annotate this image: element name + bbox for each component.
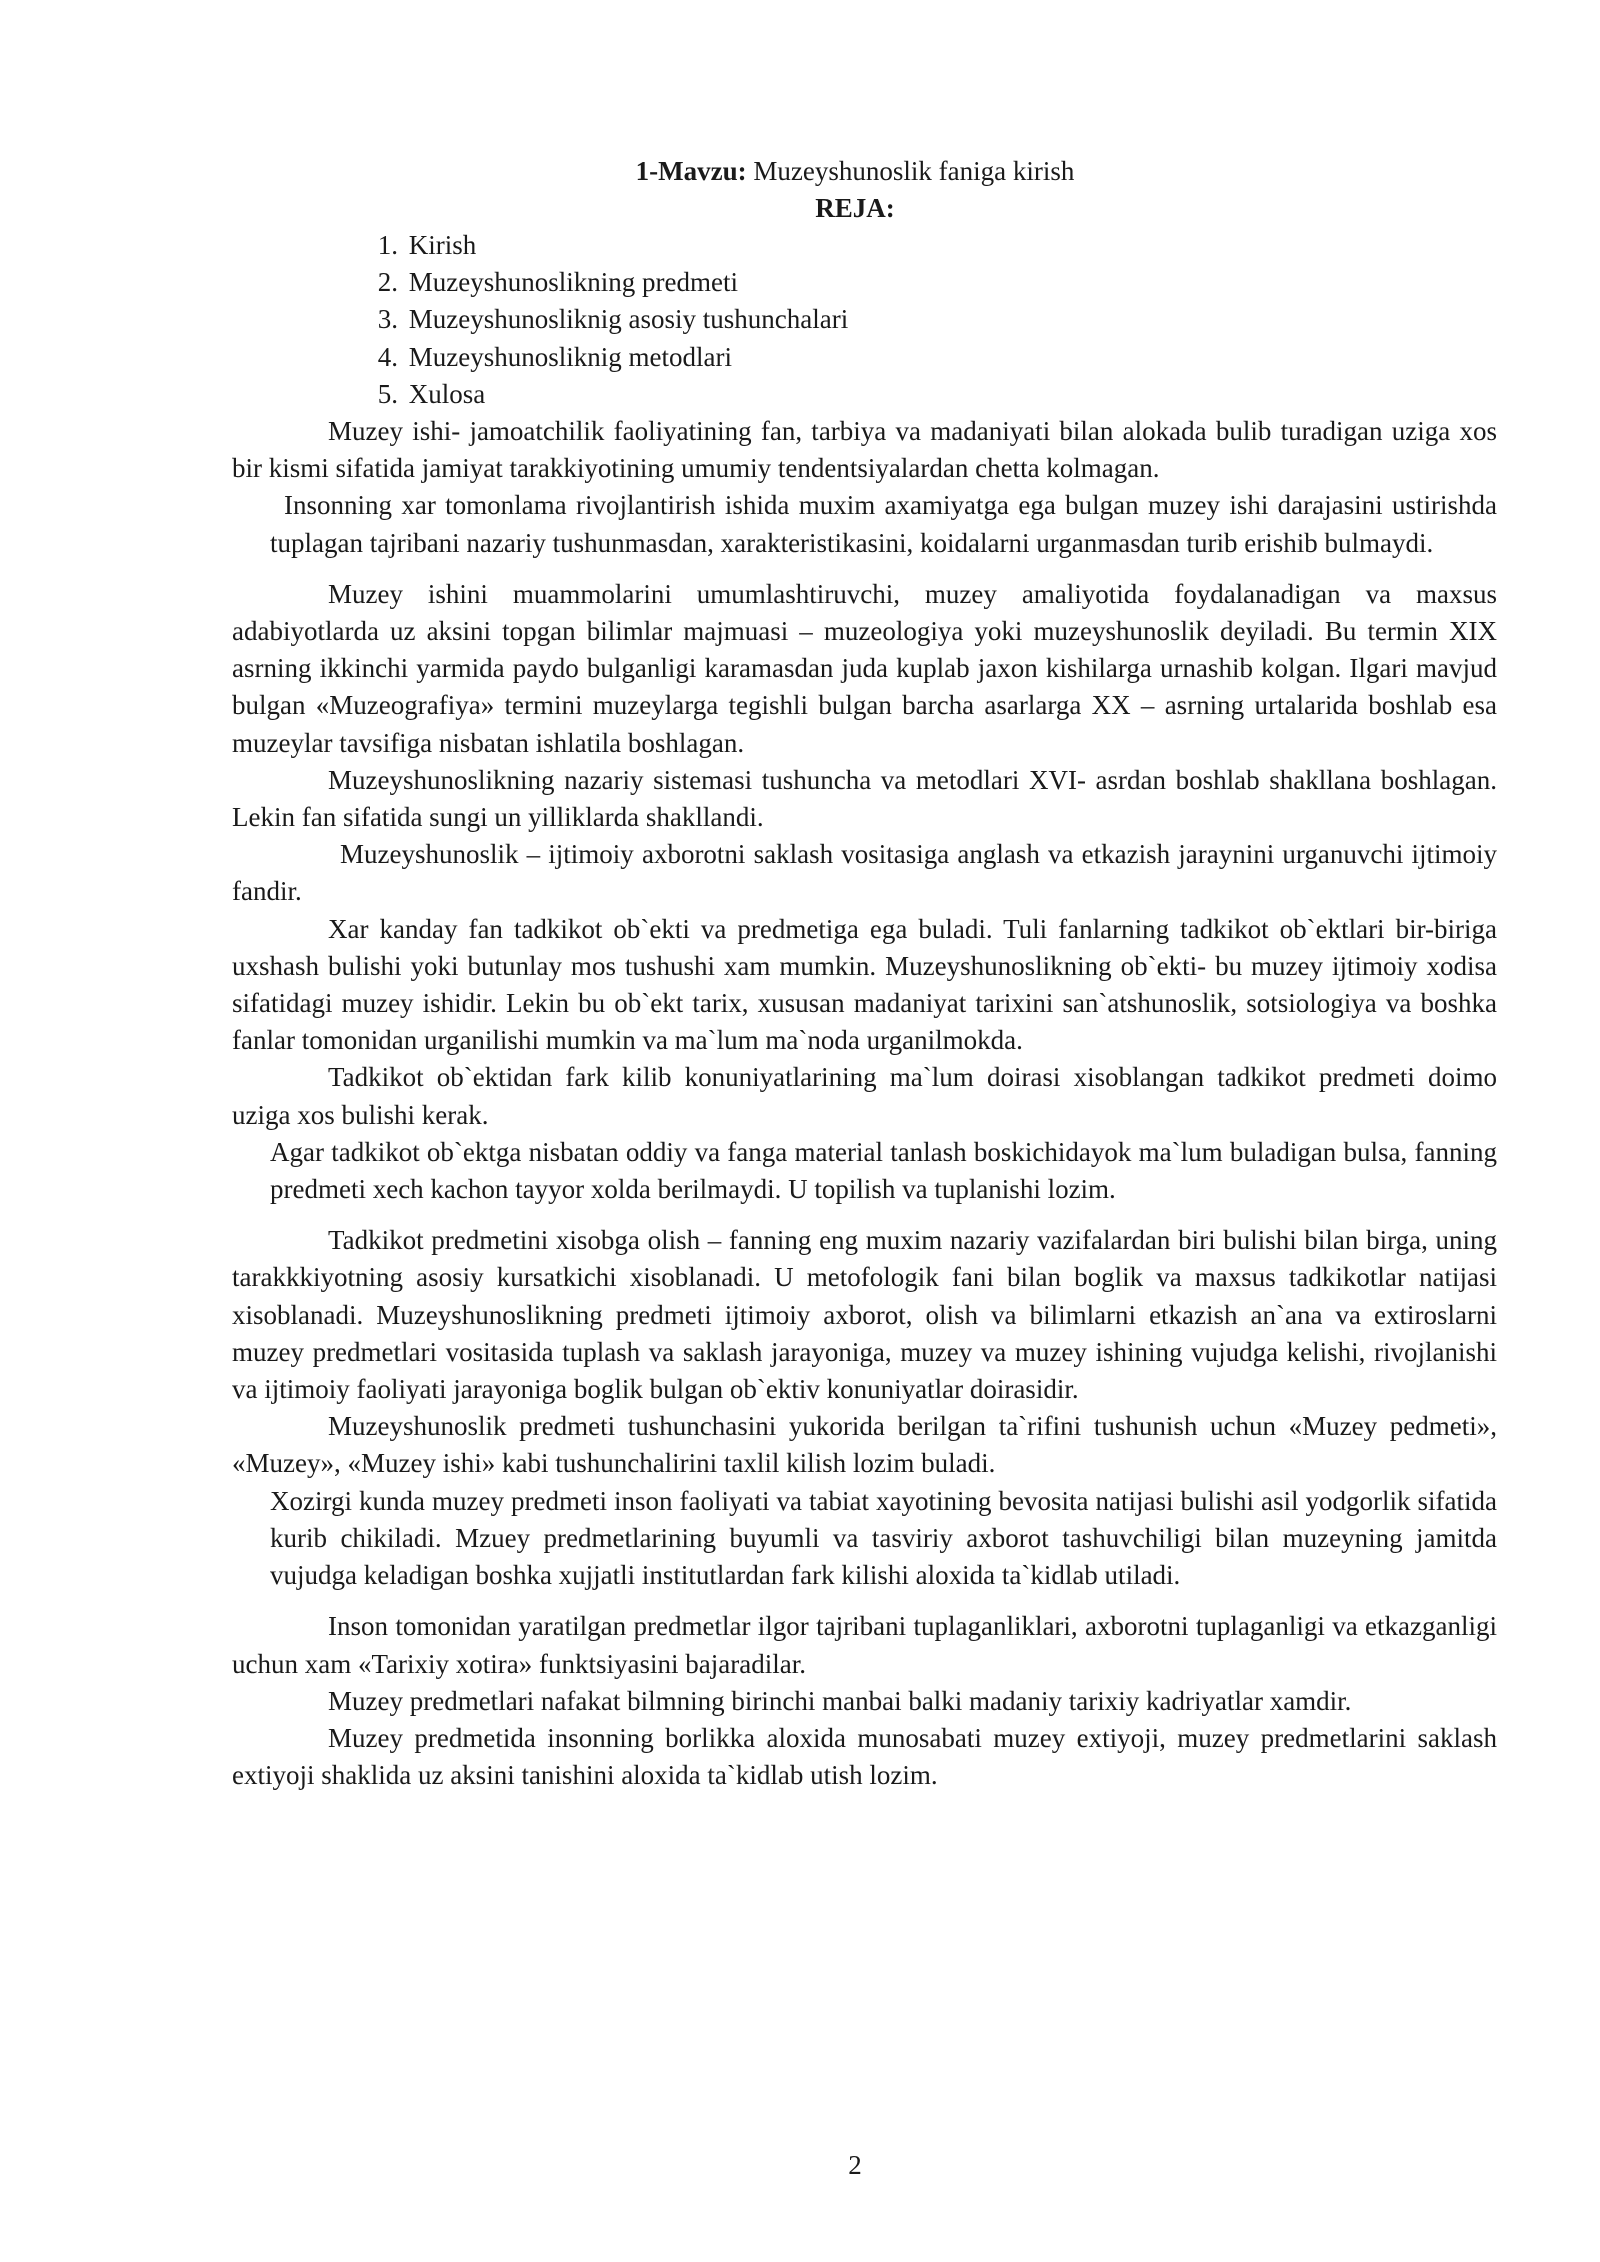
plan-item-number: 3. <box>377 304 398 335</box>
title-text: Muzeyshunoslik faniga kirish <box>746 156 1075 186</box>
paragraph: Tadkikot predmetini xisobga olish – fanning eng muxim nazariy vazifalardan biri bulishi bilan birga, uning tarakkkiyotning asosiy kursatkichi xisoblanadi. U metofologik fani bilan boglik va maxsus tadkikotlar natijasi xisoblanadi. Muzeyshunoslikning predmeti ijtimoiy axborot, olish va bilimlarni etkazish an`ana va extiroslarni muzey predmetlari vositasida tuplash va saklash jarayoniga, muzey va muzey ishining vujudga kelishi, rivojlanishi va ijtimoiy faoliyati jarayoniga boglik bulgan ob`ektiv konuniyatlar doirasidir. <box>232 1225 1497 1405</box>
plan-item <box>350 301 848 338</box>
plan-item-text: Muzeyshunoslikning predmeti <box>408 267 738 298</box>
plan-item-number: 5. <box>377 378 398 409</box>
paragraph: Tadkikot ob`ektidan fark kilib konuniyatlarining ma`lum doirasi xisoblangan tadkikot predmeti doimo uziga xos bulishi kerak. <box>232 1062 1497 1130</box>
plan-item-text: Muzeyshunosliknig asosiy tushunchalari <box>408 304 849 335</box>
plan-item-number: 2. <box>377 267 398 298</box>
paragraph: Muzey predmetlari nafakat bilmning birinchi manbai balki madaniy tarixiy kadriyatlar xamdir. <box>328 1685 1352 1716</box>
plan-item <box>350 339 848 376</box>
paragraph: Muzeyshunoslik predmeti tushunchasini yukorida berilgan ta`rifini tushunish uchun «Muzey pedmeti», «Muzey», «Muzey ishi» kabi tushunchalirini taxlil kilish lozim buladi. <box>232 1411 1497 1479</box>
page-title <box>0 153 1600 190</box>
body-text <box>232 413 1497 1794</box>
paragraph: Muzeyshunoslikning nazariy sistemasi tushuncha va metodlari XVI- asrdan boshlab shakllana boshlagan. Lekin fan sifatida sungi un yilliklarda shakllandi. <box>232 764 1497 833</box>
paragraph: Agar tadkikot ob`ektga nisbatan oddiy va fanga material tanlash boskichidayok ma`lum buladigan bulsa, fanning predmeti xech kachon tayyor xolda berilmaydi. U topilish va tuplanishi lozim. <box>270 1136 1497 1205</box>
title-label: 1-Mavzu: <box>635 156 747 186</box>
paragraph: Muzey predmetida insonning borlikka aloxida munosabati muzey extiyoji, muzey predmetlarini saklash extiyoji shaklida uz aksini tanishini aloxida ta`kidlab utish lozim. <box>232 1722 1497 1791</box>
plan-item-number: 4. <box>377 341 398 372</box>
plan-list <box>350 227 848 413</box>
plan-item <box>350 227 848 264</box>
paragraph: Insonning xar tomonlama rivojlantirish ishida muxim axamiyatga ega bulgan muzey ishi darajasini ustirishda tuplagan tajribani nazariy tushunmasdan, xarakteristikasini, koidalarni urganmasdan turib erishib bulmaydi. <box>270 490 1497 558</box>
paragraph: Xar kanday fan tadkikot ob`ekti va predmetiga ega buladi. Tuli fanlarning tadkikot ob`ektlari bir-biriga uxshash bulishi yoki butunlay mos tushushi xam mumkin. Muzeyshunoslikning ob`ekti- bu muzey ijtimoiy xodisa sifatidagi muzey ishidir. Lekin bu ob`ekt tarix, xususan madaniyat tarixini san`atshunoslik, sotsiologiya va boshka fanlar tomonidan urganilishi mumkin va ma`lum ma`noda urganilmokda. <box>232 913 1497 1056</box>
plan-item-text: Muzeyshunosliknig metodlari <box>408 341 732 372</box>
plan-item <box>350 376 848 413</box>
plan-heading: REJA: <box>815 193 895 223</box>
paragraph: Muzeyshunoslik – ijtimoiy axborotni saklash vositasiga anglash va etkazish jaraynini urganuvchi ijtimoiy fandir. <box>232 839 1497 907</box>
plan-item-text: Xulosa <box>408 378 486 409</box>
page-number: 2 <box>848 2150 862 2180</box>
paragraph: Muzey ishini muammolarini umumlashtiruvchi, muzey amaliyotida foydalanadigan va maxsus adabiyotlarda uz aksini topgan bilimlar majmuasi – muzeologiya yoki muzeyshunoslik deyiladi. Bu termin XIX asrning ikkinchi yarmida paydo bulganligi karamasdan juda kuplab jaxon kishilarga urnashib kolgan. Ilgari mavjud bulgan «Muzeografiya» termini muzeylarga tegishli bulgan barcha asarlarga XX – asrning urtalarida boshlab esa muzeylar tavsifiga nisbatan ishlatila boshlagan. <box>232 578 1497 758</box>
paragraph: Inson tomonidan yaratilgan predmetlar ilgor tajribani tuplaganliklari, axborotni tuplaganligi va etkazganligi uchun xam «Tarixiy xotira» funktsiyasini bajaradilar. <box>232 1611 1497 1679</box>
plan-item-text: Kirish <box>408 230 477 260</box>
paragraph: Muzey ishi- jamoatchilik faoliyatining fan, tarbiya va madaniyati bilan alokada bulib turadigan uziga xos bir kismi sifatida jamiyat tarakkiyotining umumiy tendentsiyalardan chetta kolmagan. <box>232 416 1497 484</box>
plan-item-number: 1. <box>377 230 398 260</box>
plan-item <box>350 264 848 301</box>
paragraph: Xozirgi kunda muzey predmeti inson faoliyati va tabiat xayotining bevosita natijasi bulishi asil yodgorlik sifatida kurib chikiladi. Mzuey predmetlarining buyumli va tasviriy axborot tashuvchiligi bilan muzeyning jamitda vujudga keladigan boshka xujjatli institutlardan fark kilishi aloxida ta`kidlab utiladi. <box>270 1485 1497 1591</box>
